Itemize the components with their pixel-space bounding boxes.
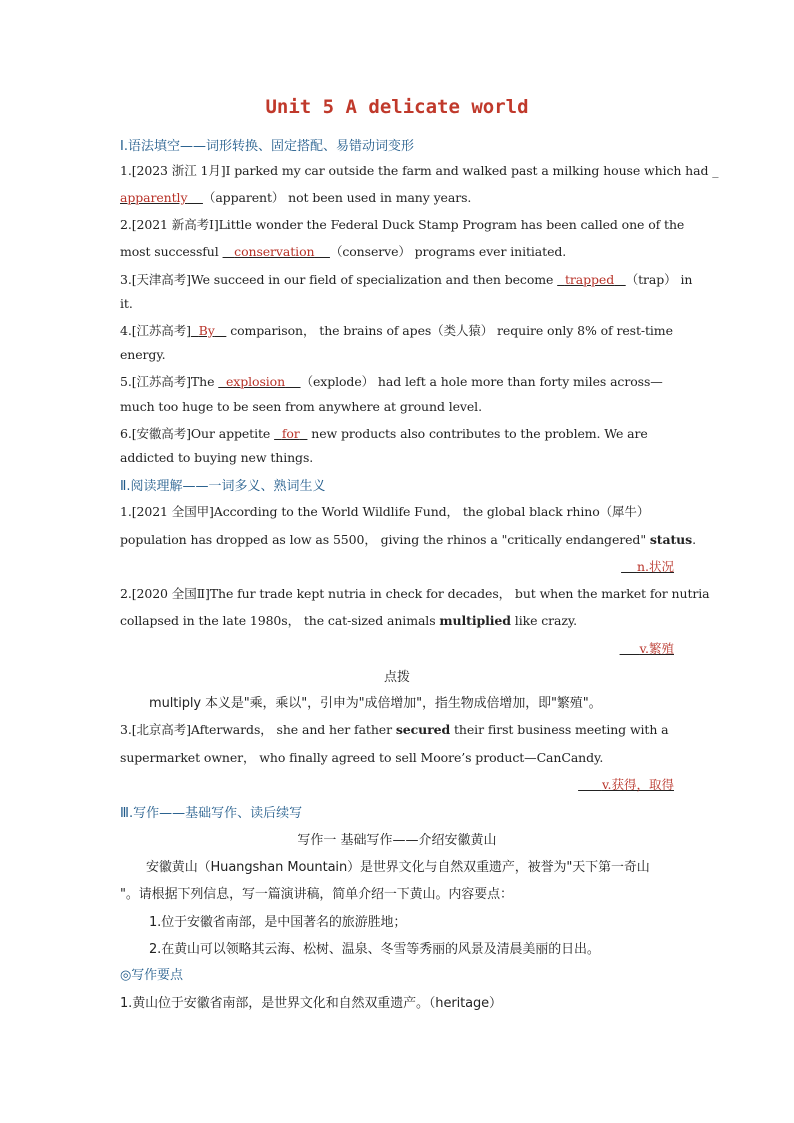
answer-blank: for: [281, 426, 300, 441]
question-5-line-1: 5.[江苏高考]The explosion （explode） had left a hole more than forty miles across—: [120, 374, 663, 389]
tip-text: multiply 本义是"乘，乘以"，引申为"成倍增加"，指生物成倍增加，即"繁殖"。: [149, 696, 602, 711]
answer-blank: trapped: [564, 272, 615, 287]
question-6-line-1: 6.[安徽高考]Our appetite for new products also contributes to the problem. We are: [120, 426, 648, 441]
question-2-line-1: 2.[2021 新高考Ⅰ]Little wonder the Federal Duck Stamp Program has been called one of the: [120, 217, 685, 232]
question-3-line-2: it.: [120, 296, 133, 311]
question-2-line-2: most successful conservation （conserve） programs ever initiated.: [120, 244, 567, 259]
reading-1-line-1: 1.[2021 全国甲]According to the World Wildlife Fund， the global black rhino（犀牛）: [120, 504, 650, 519]
section-3-heading: Ⅲ.写作——基础写作、读后续写: [120, 806, 303, 821]
reading-1-line-2: population has dropped as low as 5500， giving the rhinos a "critically endangered" status.: [120, 532, 696, 547]
writing-point-2: 2.在黄山可以领略其云海、松树、温泉、冬雪等秀丽的风景及清晨美丽的日出。: [149, 942, 600, 957]
answer-blank: explosion: [226, 374, 286, 389]
page-title: Unit 5 A delicate world: [265, 96, 529, 118]
question-1-line-2: apparently （apparent） not been used in many years.: [120, 190, 472, 205]
writing-point-1: 1.位于安徽省南部，是中国著名的旅游胜地；: [149, 915, 407, 930]
writing-prompt-line-2: "。请根据下列信息，写一篇演讲稿，简单介绍一下黄山。内容要点：: [120, 887, 513, 902]
tip-title: 点拨: [383, 670, 410, 685]
reading-2-answer: v.繁殖: [639, 641, 674, 656]
reading-3-answer: v.获得，取得: [601, 777, 674, 792]
section-1-heading: Ⅰ.语法填空——词形转换、固定搭配、易错动词变形: [120, 139, 414, 154]
question-6-line-2: addicted to buying new things.: [120, 450, 314, 465]
reading-3-line-1: 3.[北京高考]Afterwards， she and her father secured their first business meeting with a: [120, 722, 669, 737]
question-3-line-1: 3.[天津高考]We succeed in our field of specialization and then become trapped （trap） in: [120, 272, 693, 287]
answer-blank: By: [198, 323, 215, 338]
question-5-line-2: much too huge to be seen from anywhere at ground level.: [120, 399, 482, 414]
question-1-line-1: 1.[2023 浙江 1月]I parked my car outside the farm and walked past a milking house which had _: [120, 163, 719, 178]
writing-key-1: 1.黄山位于安徽省南部，是世界文化和自然双重遗产。（heritage）: [120, 996, 502, 1011]
writing-subtitle: 写作一 基础写作——介绍安徽黄山: [297, 833, 497, 848]
section-2-heading: Ⅱ.阅读理解——一词多义、熟词生义: [120, 479, 326, 494]
question-4-line-2: energy.: [120, 347, 166, 362]
reading-2-line-1: 2.[2020 全国Ⅱ]The fur trade kept nutria in check for decades， but when the market for nutria: [120, 586, 710, 601]
writing-key-heading: ◎写作要点: [120, 968, 183, 983]
question-4-line-1: 4.[江苏高考] By comparison， the brains of apes（类人猿） require only 8% of rest-time: [120, 323, 673, 338]
reading-2-line-2: collapsed in the late 1980s， the cat-sized animals multiplied like crazy.: [120, 613, 578, 628]
reading-3-line-2: supermarket owner， who finally agreed to sell Moore’s product—CanCandy.: [120, 750, 604, 765]
answer-blank: apparently: [120, 190, 188, 205]
reading-1-answer: n.状况: [636, 559, 674, 574]
writing-prompt-line-1: 安徽黄山（Huangshan Mountain）是世界文化与自然双重遗产，被誉为"天下第一奇山: [146, 860, 650, 875]
answer-blank: conservation: [234, 244, 315, 259]
